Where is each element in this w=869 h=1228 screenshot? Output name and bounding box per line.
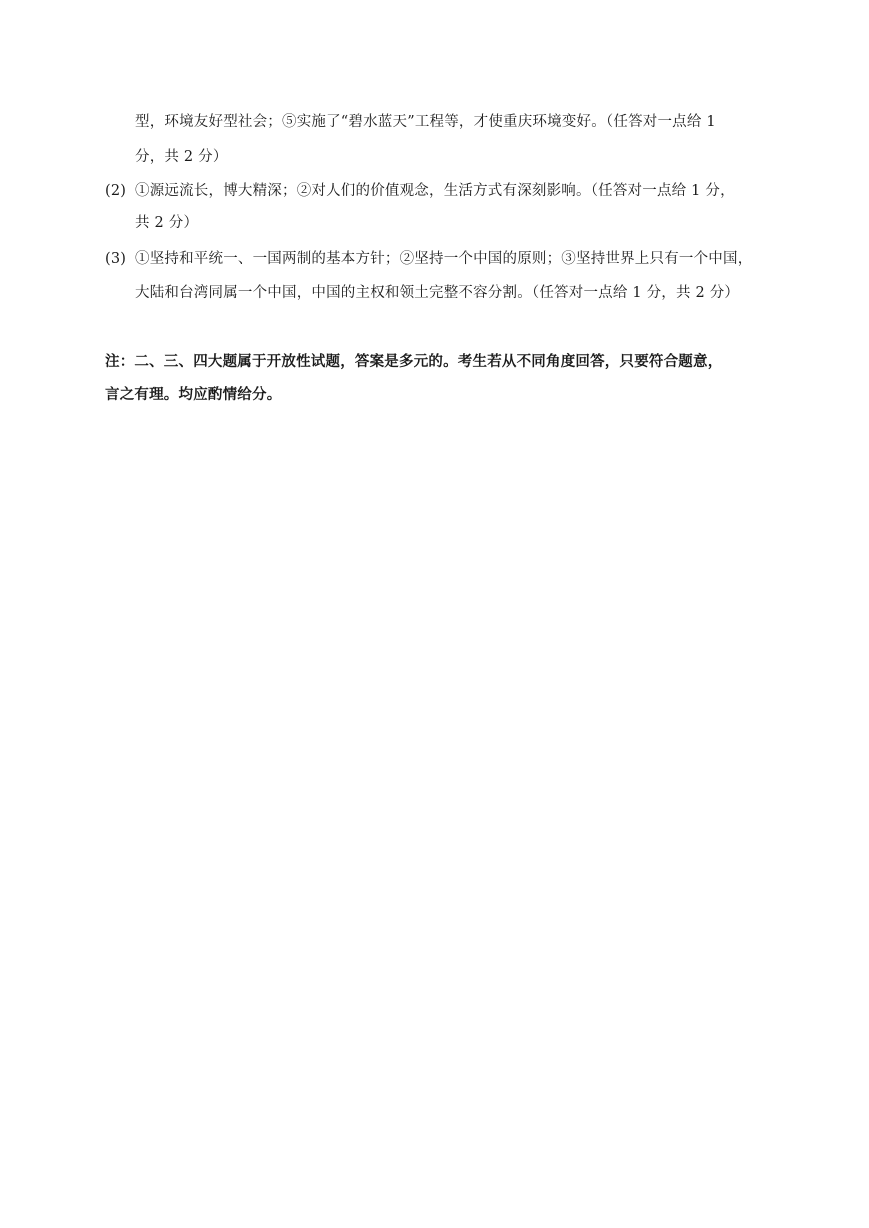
- answer-item-3-label: (3): [105, 251, 127, 267]
- answer-item-2: [105, 181, 735, 201]
- answer-item-3: [105, 249, 752, 269]
- answer-item-2-line-1: ①源远流长，博大精深；②对人们的价值观念，生活方式有深刻影响。（任答对一点给 1 分，: [135, 183, 735, 199]
- answer-item-3-line-1: ①坚持和平统一、一国两制的基本方针；②坚持一个中国的原则；③坚持世界上只有一个中国，: [135, 251, 753, 267]
- answer-item-2-line-2: 共 2 分）: [135, 215, 199, 231]
- grading-note-line-2: 言之有理。均应酌情给分。: [105, 386, 282, 403]
- answer-continuation-line-1: 型，环境友好型社会；⑤实施了“碧水蓝天”工程等，才使重庆环境变好。（任答对一点给 1: [135, 114, 716, 130]
- grading-note-line-1: 注：二、三、四大题属于开放性试题，答案是多元的。考生若从不同角度回答，只要符合题意，: [105, 353, 723, 370]
- answer-continuation-line-2: 分，共 2 分）: [135, 149, 228, 165]
- answer-item-2-label: (2): [105, 183, 127, 199]
- answer-item-3-line-2: 大陆和台湾同属一个中国，中国的主权和领土完整不容分割。（任答对一点给 1 分，共 2 分）: [135, 285, 740, 301]
